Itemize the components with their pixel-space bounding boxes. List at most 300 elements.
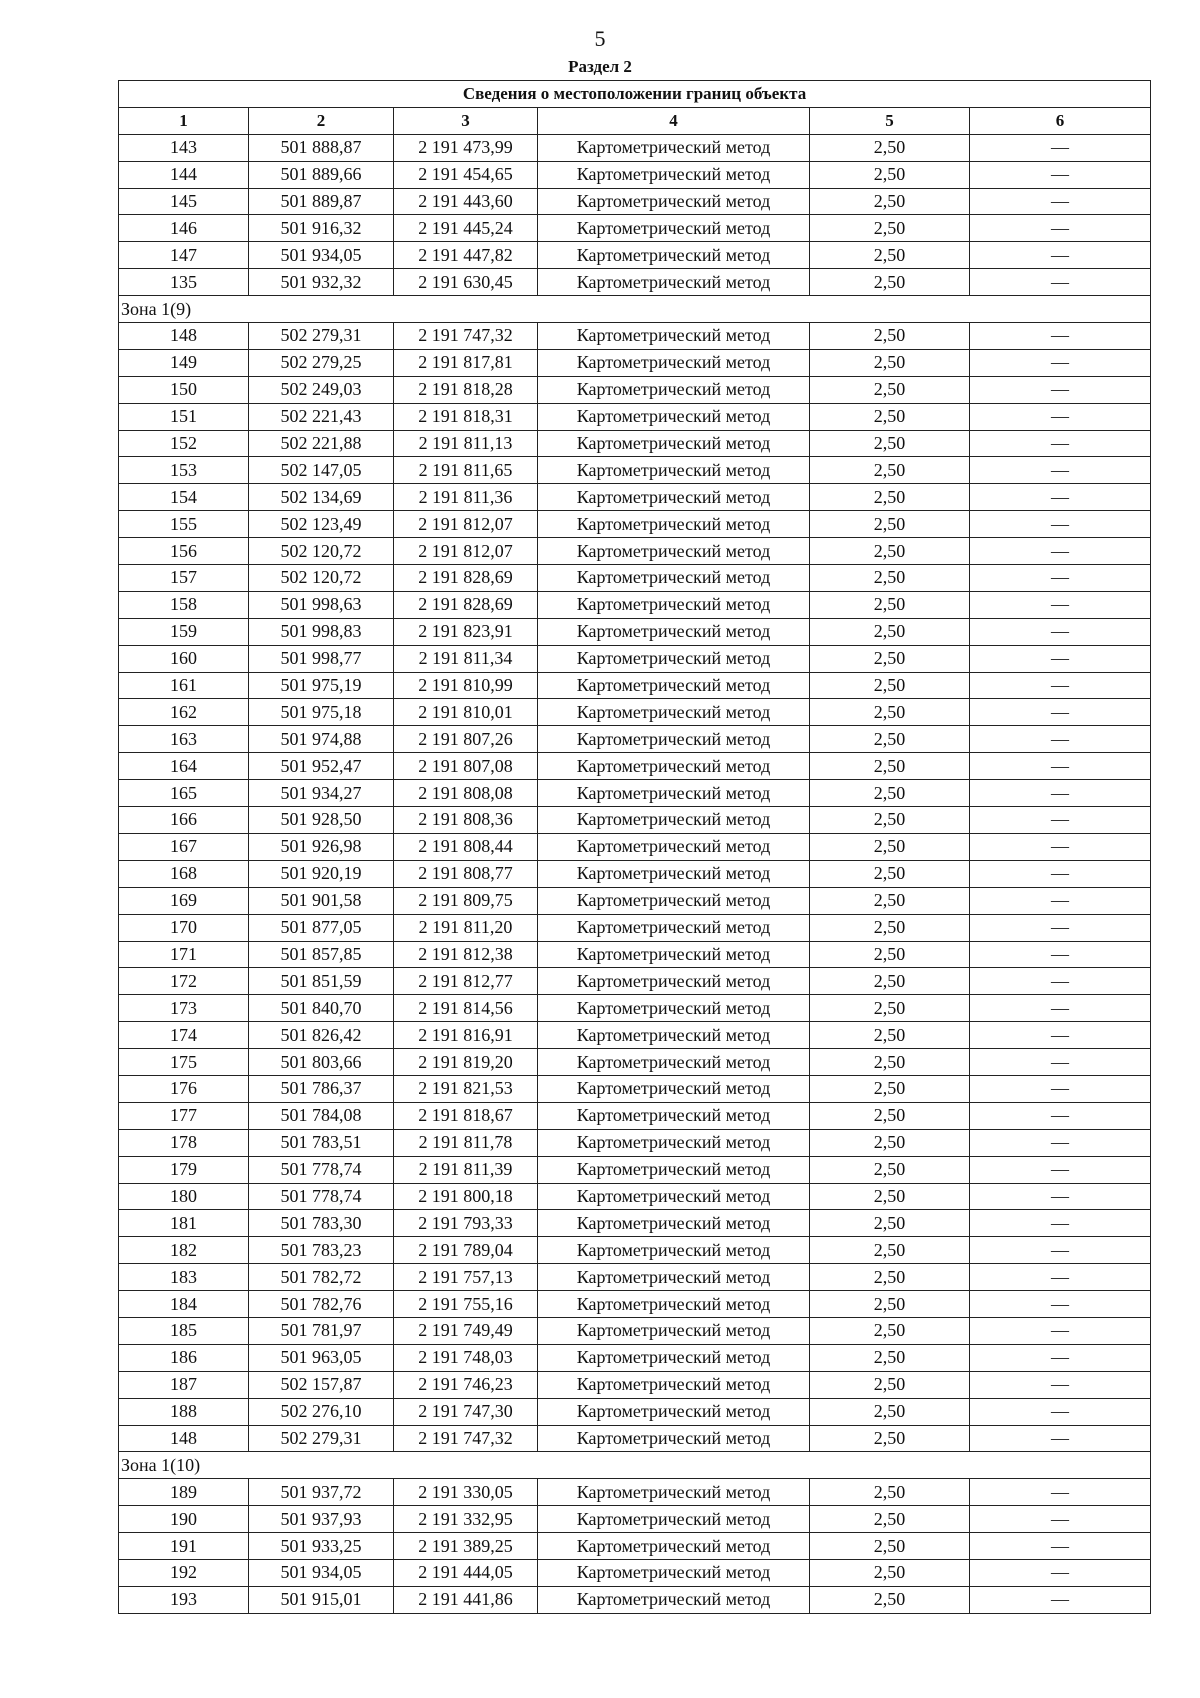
x-coordinate-cell: 502 120,72: [249, 538, 394, 565]
accuracy-cell: 2,50: [810, 941, 970, 968]
accuracy-cell: 2,50: [810, 1533, 970, 1560]
x-coordinate-cell: 502 157,87: [249, 1371, 394, 1398]
y-coordinate-cell: 2 191 746,23: [394, 1371, 538, 1398]
table-row: [119, 1479, 1151, 1506]
point-number-cell: 187: [119, 1371, 249, 1398]
note-cell: —: [970, 215, 1151, 242]
x-coordinate-cell: 501 920,19: [249, 860, 394, 887]
note-cell: —: [970, 1049, 1151, 1076]
point-number-cell: 185: [119, 1317, 249, 1344]
method-cell: Картометрический метод: [538, 1022, 810, 1049]
method-cell: Картометрический метод: [538, 1398, 810, 1425]
note-cell: —: [970, 1506, 1151, 1533]
note-cell: —: [970, 1479, 1151, 1506]
y-coordinate-cell: 2 191 332,95: [394, 1506, 538, 1533]
note-cell: —: [970, 1022, 1151, 1049]
y-coordinate-cell: 2 191 810,99: [394, 672, 538, 699]
x-coordinate-cell: 502 120,72: [249, 565, 394, 592]
accuracy-cell: 2,50: [810, 323, 970, 350]
accuracy-cell: 2,50: [810, 511, 970, 538]
note-cell: —: [970, 968, 1151, 995]
point-number-cell: 181: [119, 1210, 249, 1237]
method-cell: Картометрический метод: [538, 941, 810, 968]
point-number-cell: 188: [119, 1398, 249, 1425]
method-cell: Картометрический метод: [538, 349, 810, 376]
y-coordinate-cell: 2 191 808,36: [394, 807, 538, 834]
x-coordinate-cell: 502 276,10: [249, 1398, 394, 1425]
zone-label: Зона 1(9): [119, 296, 1151, 323]
x-coordinate-cell: 501 998,77: [249, 645, 394, 672]
x-coordinate-cell: 501 803,66: [249, 1049, 394, 1076]
note-cell: —: [970, 376, 1151, 403]
table-row: [119, 1156, 1151, 1183]
point-number-cell: 171: [119, 941, 249, 968]
table-row: [119, 565, 1151, 592]
note-cell: —: [970, 565, 1151, 592]
table-row: [119, 914, 1151, 941]
x-coordinate-cell: 501 934,27: [249, 780, 394, 807]
accuracy-cell: 2,50: [810, 1425, 970, 1452]
x-coordinate-cell: 501 778,74: [249, 1183, 394, 1210]
x-coordinate-cell: 502 249,03: [249, 376, 394, 403]
accuracy-cell: 2,50: [810, 995, 970, 1022]
method-cell: Картометрический метод: [538, 1237, 810, 1264]
table-row: [119, 1586, 1151, 1613]
x-coordinate-cell: 501 975,18: [249, 699, 394, 726]
method-cell: Картометрический метод: [538, 376, 810, 403]
method-cell: Картометрический метод: [538, 1344, 810, 1371]
x-coordinate-cell: 502 123,49: [249, 511, 394, 538]
x-coordinate-cell: 501 934,05: [249, 1559, 394, 1586]
x-coordinate-cell: 502 279,31: [249, 1425, 394, 1452]
accuracy-cell: 2,50: [810, 269, 970, 296]
x-coordinate-cell: 502 221,88: [249, 430, 394, 457]
y-coordinate-cell: 2 191 828,69: [394, 565, 538, 592]
x-coordinate-cell: 501 916,32: [249, 215, 394, 242]
table-row: [119, 323, 1151, 350]
note-cell: —: [970, 1210, 1151, 1237]
y-coordinate-cell: 2 191 823,91: [394, 618, 538, 645]
x-coordinate-cell: 501 937,72: [249, 1479, 394, 1506]
point-number-cell: 176: [119, 1075, 249, 1102]
method-cell: Картометрический метод: [538, 914, 810, 941]
point-number-cell: 155: [119, 511, 249, 538]
x-coordinate-cell: 501 786,37: [249, 1075, 394, 1102]
point-number-cell: 156: [119, 538, 249, 565]
method-cell: Картометрический метод: [538, 1371, 810, 1398]
method-cell: Картометрический метод: [538, 753, 810, 780]
method-cell: Картометрический метод: [538, 215, 810, 242]
x-coordinate-cell: 501 857,85: [249, 941, 394, 968]
x-coordinate-cell: 501 781,97: [249, 1317, 394, 1344]
note-cell: —: [970, 269, 1151, 296]
method-cell: Картометрический метод: [538, 538, 810, 565]
accuracy-cell: 2,50: [810, 376, 970, 403]
note-cell: —: [970, 1129, 1151, 1156]
accuracy-cell: 2,50: [810, 1264, 970, 1291]
note-cell: —: [970, 1075, 1151, 1102]
note-cell: —: [970, 699, 1151, 726]
method-cell: Картометрический метод: [538, 618, 810, 645]
point-number-cell: 153: [119, 457, 249, 484]
x-coordinate-cell: 501 778,74: [249, 1156, 394, 1183]
x-coordinate-cell: 501 782,72: [249, 1264, 394, 1291]
y-coordinate-cell: 2 191 389,25: [394, 1533, 538, 1560]
method-cell: Картометрический метод: [538, 780, 810, 807]
method-cell: Картометрический метод: [538, 323, 810, 350]
accuracy-cell: 2,50: [810, 914, 970, 941]
x-coordinate-cell: 502 279,25: [249, 349, 394, 376]
point-number-cell: 183: [119, 1264, 249, 1291]
y-coordinate-cell: 2 191 816,91: [394, 1022, 538, 1049]
method-cell: Картометрический метод: [538, 1506, 810, 1533]
accuracy-cell: 2,50: [810, 134, 970, 161]
note-cell: —: [970, 349, 1151, 376]
accuracy-cell: 2,50: [810, 457, 970, 484]
note-cell: —: [970, 1371, 1151, 1398]
y-coordinate-cell: 2 191 808,77: [394, 860, 538, 887]
y-coordinate-cell: 2 191 749,49: [394, 1317, 538, 1344]
y-coordinate-cell: 2 191 807,26: [394, 726, 538, 753]
x-coordinate-cell: 501 934,05: [249, 242, 394, 269]
accuracy-cell: 2,50: [810, 1102, 970, 1129]
point-number-cell: 169: [119, 887, 249, 914]
method-cell: Картометрический метод: [538, 134, 810, 161]
y-coordinate-cell: 2 191 789,04: [394, 1237, 538, 1264]
y-coordinate-cell: 2 191 444,05: [394, 1559, 538, 1586]
page-number: 5: [594, 26, 606, 51]
point-number-cell: 143: [119, 134, 249, 161]
x-coordinate-cell: 501 889,66: [249, 161, 394, 188]
note-cell: —: [970, 1344, 1151, 1371]
x-coordinate-cell: 502 147,05: [249, 457, 394, 484]
point-number-cell: 144: [119, 161, 249, 188]
note-cell: —: [970, 1317, 1151, 1344]
y-coordinate-cell: 2 191 441,86: [394, 1586, 538, 1613]
point-number-cell: 182: [119, 1237, 249, 1264]
note-cell: —: [970, 941, 1151, 968]
method-cell: Картометрический метод: [538, 1425, 810, 1452]
accuracy-cell: 2,50: [810, 699, 970, 726]
table-row: [119, 349, 1151, 376]
column-header: 1: [119, 107, 249, 134]
y-coordinate-cell: 2 191 811,78: [394, 1129, 538, 1156]
x-coordinate-cell: 502 221,43: [249, 403, 394, 430]
note-cell: —: [970, 538, 1151, 565]
x-coordinate-cell: 501 826,42: [249, 1022, 394, 1049]
table-row: [119, 887, 1151, 914]
table-row: [119, 753, 1151, 780]
method-cell: Картометрический метод: [538, 833, 810, 860]
method-cell: Картометрический метод: [538, 1586, 810, 1613]
table-row: [119, 457, 1151, 484]
x-coordinate-cell: 501 901,58: [249, 887, 394, 914]
x-coordinate-cell: 501 932,32: [249, 269, 394, 296]
point-number-cell: 157: [119, 565, 249, 592]
x-coordinate-cell: 501 783,23: [249, 1237, 394, 1264]
point-number-cell: 193: [119, 1586, 249, 1613]
accuracy-cell: 2,50: [810, 1237, 970, 1264]
table-row: [119, 1264, 1151, 1291]
boundary-coordinates-table: [118, 80, 1151, 1614]
method-cell: Картометрический метод: [538, 1210, 810, 1237]
accuracy-cell: 2,50: [810, 618, 970, 645]
method-cell: Картометрический метод: [538, 1156, 810, 1183]
accuracy-cell: 2,50: [810, 565, 970, 592]
y-coordinate-cell: 2 191 811,39: [394, 1156, 538, 1183]
table-row: [119, 1237, 1151, 1264]
point-number-cell: 154: [119, 484, 249, 511]
method-cell: Картометрический метод: [538, 1317, 810, 1344]
method-cell: Картометрический метод: [538, 1075, 810, 1102]
accuracy-cell: 2,50: [810, 161, 970, 188]
point-number-cell: 192: [119, 1559, 249, 1586]
accuracy-cell: 2,50: [810, 1129, 970, 1156]
table-row: [119, 1559, 1151, 1586]
point-number-cell: 159: [119, 618, 249, 645]
table-row: [119, 672, 1151, 699]
note-cell: —: [970, 887, 1151, 914]
y-coordinate-cell: 2 191 818,67: [394, 1102, 538, 1129]
accuracy-cell: 2,50: [810, 1479, 970, 1506]
table-caption: Сведения о местоположении границ объекта: [119, 81, 1151, 108]
y-coordinate-cell: 2 191 793,33: [394, 1210, 538, 1237]
table-row: [119, 833, 1151, 860]
note-cell: —: [970, 753, 1151, 780]
accuracy-cell: 2,50: [810, 1075, 970, 1102]
x-coordinate-cell: 501 888,87: [249, 134, 394, 161]
point-number-cell: 168: [119, 860, 249, 887]
y-coordinate-cell: 2 191 630,45: [394, 269, 538, 296]
column-header: 4: [538, 107, 810, 134]
y-coordinate-cell: 2 191 819,20: [394, 1049, 538, 1076]
note-cell: —: [970, 780, 1151, 807]
zone-row: [119, 1452, 1151, 1479]
y-coordinate-cell: 2 191 473,99: [394, 134, 538, 161]
note-cell: —: [970, 242, 1151, 269]
note-cell: —: [970, 1183, 1151, 1210]
y-coordinate-cell: 2 191 814,56: [394, 995, 538, 1022]
y-coordinate-cell: 2 191 821,53: [394, 1075, 538, 1102]
note-cell: —: [970, 430, 1151, 457]
point-number-cell: 190: [119, 1506, 249, 1533]
point-number-cell: 160: [119, 645, 249, 672]
table-row: [119, 645, 1151, 672]
point-number-cell: 167: [119, 833, 249, 860]
accuracy-cell: 2,50: [810, 1398, 970, 1425]
method-cell: Картометрический метод: [538, 161, 810, 188]
note-cell: —: [970, 161, 1151, 188]
point-number-cell: 170: [119, 914, 249, 941]
column-number-row: [119, 107, 1151, 134]
note-cell: —: [970, 484, 1151, 511]
x-coordinate-cell: 501 933,25: [249, 1533, 394, 1560]
accuracy-cell: 2,50: [810, 1344, 970, 1371]
method-cell: Картометрический метод: [538, 430, 810, 457]
zone-label: Зона 1(10): [119, 1452, 1151, 1479]
table-row: [119, 484, 1151, 511]
method-cell: Картометрический метод: [538, 591, 810, 618]
point-number-cell: 186: [119, 1344, 249, 1371]
y-coordinate-cell: 2 191 747,32: [394, 1425, 538, 1452]
y-coordinate-cell: 2 191 810,01: [394, 699, 538, 726]
table-row: [119, 403, 1151, 430]
accuracy-cell: 2,50: [810, 672, 970, 699]
accuracy-cell: 2,50: [810, 1586, 970, 1613]
table-row: [119, 968, 1151, 995]
x-coordinate-cell: 502 279,31: [249, 323, 394, 350]
x-coordinate-cell: 501 784,08: [249, 1102, 394, 1129]
table-row: [119, 780, 1151, 807]
table-row: [119, 1533, 1151, 1560]
accuracy-cell: 2,50: [810, 645, 970, 672]
table-row: [119, 941, 1151, 968]
note-cell: —: [970, 188, 1151, 215]
accuracy-cell: 2,50: [810, 1506, 970, 1533]
y-coordinate-cell: 2 191 808,08: [394, 780, 538, 807]
table-row: [119, 1506, 1151, 1533]
table-row: [119, 1398, 1151, 1425]
y-coordinate-cell: 2 191 747,30: [394, 1398, 538, 1425]
accuracy-cell: 2,50: [810, 833, 970, 860]
table-row: [119, 1371, 1151, 1398]
note-cell: —: [970, 1398, 1151, 1425]
method-cell: Картометрический метод: [538, 672, 810, 699]
point-number-cell: 161: [119, 672, 249, 699]
method-cell: Картометрический метод: [538, 995, 810, 1022]
note-cell: —: [970, 511, 1151, 538]
table-row: [119, 618, 1151, 645]
method-cell: Картометрический метод: [538, 807, 810, 834]
point-number-cell: 166: [119, 807, 249, 834]
table-row: [119, 860, 1151, 887]
note-cell: —: [970, 995, 1151, 1022]
method-cell: Картометрический метод: [538, 887, 810, 914]
note-cell: —: [970, 323, 1151, 350]
x-coordinate-cell: 501 877,05: [249, 914, 394, 941]
y-coordinate-cell: 2 191 748,03: [394, 1344, 538, 1371]
y-coordinate-cell: 2 191 454,65: [394, 161, 538, 188]
method-cell: Картометрический метод: [538, 699, 810, 726]
table-row: [119, 995, 1151, 1022]
table-row: [119, 376, 1151, 403]
y-coordinate-cell: 2 191 811,65: [394, 457, 538, 484]
point-number-cell: 149: [119, 349, 249, 376]
accuracy-cell: 2,50: [810, 242, 970, 269]
note-cell: —: [970, 860, 1151, 887]
accuracy-cell: 2,50: [810, 887, 970, 914]
note-cell: —: [970, 645, 1151, 672]
point-number-cell: 178: [119, 1129, 249, 1156]
x-coordinate-cell: 501 915,01: [249, 1586, 394, 1613]
note-cell: —: [970, 403, 1151, 430]
x-coordinate-cell: 501 928,50: [249, 807, 394, 834]
table-caption-row: [119, 81, 1151, 108]
table-row: [119, 1317, 1151, 1344]
y-coordinate-cell: 2 191 807,08: [394, 753, 538, 780]
table-row: [119, 161, 1151, 188]
y-coordinate-cell: 2 191 812,07: [394, 538, 538, 565]
column-header: 3: [394, 107, 538, 134]
note-cell: —: [970, 591, 1151, 618]
y-coordinate-cell: 2 191 811,34: [394, 645, 538, 672]
table-row: [119, 134, 1151, 161]
table-row: [119, 538, 1151, 565]
x-coordinate-cell: 501 937,93: [249, 1506, 394, 1533]
note-cell: —: [970, 457, 1151, 484]
note-cell: —: [970, 618, 1151, 645]
accuracy-cell: 2,50: [810, 1371, 970, 1398]
note-cell: —: [970, 807, 1151, 834]
table-row: [119, 1129, 1151, 1156]
note-cell: —: [970, 1156, 1151, 1183]
y-coordinate-cell: 2 191 811,20: [394, 914, 538, 941]
column-header: 6: [970, 107, 1151, 134]
point-number-cell: 177: [119, 1102, 249, 1129]
point-number-cell: 173: [119, 995, 249, 1022]
point-number-cell: 163: [119, 726, 249, 753]
x-coordinate-cell: 501 782,76: [249, 1291, 394, 1318]
method-cell: Картометрический метод: [538, 726, 810, 753]
table-row: [119, 215, 1151, 242]
x-coordinate-cell: 501 998,83: [249, 618, 394, 645]
method-cell: Картометрический метод: [538, 1479, 810, 1506]
point-number-cell: 147: [119, 242, 249, 269]
point-number-cell: 150: [119, 376, 249, 403]
table-row: [119, 807, 1151, 834]
method-cell: Картометрический метод: [538, 511, 810, 538]
note-cell: —: [970, 1533, 1151, 1560]
note-cell: —: [970, 672, 1151, 699]
x-coordinate-cell: 501 952,47: [249, 753, 394, 780]
method-cell: Картометрический метод: [538, 484, 810, 511]
point-number-cell: 180: [119, 1183, 249, 1210]
method-cell: Картометрический метод: [538, 565, 810, 592]
y-coordinate-cell: 2 191 443,60: [394, 188, 538, 215]
accuracy-cell: 2,50: [810, 968, 970, 995]
table-row: [119, 242, 1151, 269]
method-cell: Картометрический метод: [538, 645, 810, 672]
accuracy-cell: 2,50: [810, 1559, 970, 1586]
point-number-cell: 172: [119, 968, 249, 995]
y-coordinate-cell: 2 191 445,24: [394, 215, 538, 242]
y-coordinate-cell: 2 191 818,28: [394, 376, 538, 403]
accuracy-cell: 2,50: [810, 1156, 970, 1183]
method-cell: Картометрический метод: [538, 1049, 810, 1076]
zone-row: [119, 296, 1151, 323]
point-number-cell: 179: [119, 1156, 249, 1183]
y-coordinate-cell: 2 191 809,75: [394, 887, 538, 914]
table-row: [119, 699, 1151, 726]
method-cell: Картометрический метод: [538, 1264, 810, 1291]
table-row: [119, 1102, 1151, 1129]
method-cell: Картометрический метод: [538, 242, 810, 269]
note-cell: —: [970, 1586, 1151, 1613]
table-row: [119, 1210, 1151, 1237]
x-coordinate-cell: 501 851,59: [249, 968, 394, 995]
method-cell: Картометрический метод: [538, 1183, 810, 1210]
accuracy-cell: 2,50: [810, 1183, 970, 1210]
y-coordinate-cell: 2 191 447,82: [394, 242, 538, 269]
point-number-cell: 184: [119, 1291, 249, 1318]
point-number-cell: 189: [119, 1479, 249, 1506]
note-cell: —: [970, 1237, 1151, 1264]
table-row: [119, 511, 1151, 538]
section-title: Раздел 2: [568, 57, 632, 76]
note-cell: —: [970, 1264, 1151, 1291]
point-number-cell: 191: [119, 1533, 249, 1560]
note-cell: —: [970, 914, 1151, 941]
